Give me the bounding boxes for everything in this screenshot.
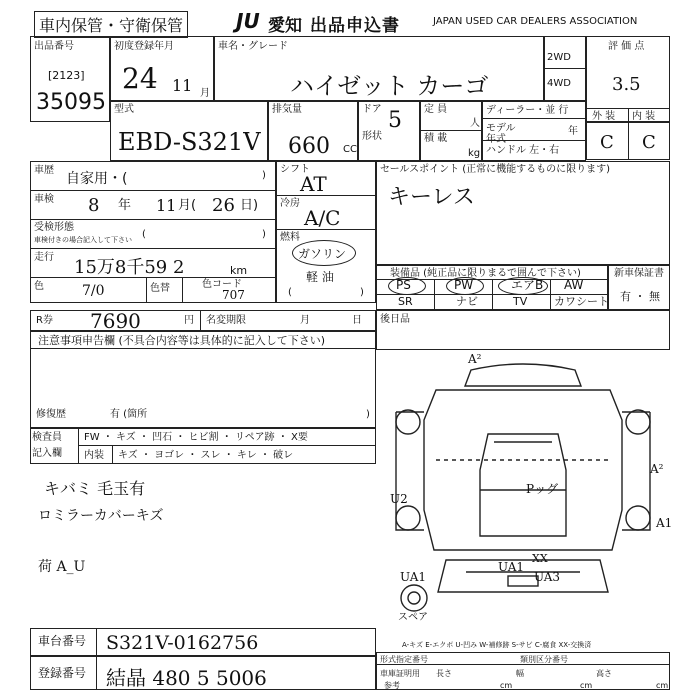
mark-p-label: Pッグ — [526, 482, 559, 496]
warranty-value: 有 ・ 無 — [620, 290, 660, 303]
grade-value: 3.5 — [612, 74, 641, 95]
recycle-box — [30, 310, 376, 331]
drive-4wd: 4WD — [547, 78, 571, 89]
name-label: 車名・グレード — [218, 41, 288, 52]
org-english: JAPAN USED CAR DEALERS ASSOCIATION — [433, 16, 638, 27]
shift-label: シフト — [280, 164, 310, 175]
equipment-item: AW — [564, 278, 584, 292]
equipment-item: PW — [454, 278, 474, 292]
chassis-value: S321V-0162756 — [106, 632, 259, 654]
note-1: キバミ 毛玉有 — [44, 479, 146, 498]
mark-ua3: UA3 — [534, 570, 561, 584]
form-title: 出品申込書 — [310, 16, 400, 36]
car-name: ハイゼット カーゴ — [290, 72, 489, 100]
color-code-label: 色コード — [202, 279, 242, 290]
spare-label: スペア — [398, 612, 428, 623]
deadline-label: 名変期限 — [206, 315, 246, 326]
accept-label: 受検形態 — [34, 222, 74, 233]
cert-label: 車庫証明用 — [380, 669, 420, 678]
insp-gatsu: 月( — [178, 198, 197, 213]
deadline-month: 月 — [300, 315, 310, 326]
rear-seat-label: 後日品 — [380, 314, 410, 325]
fuel-value: ガソリン — [298, 247, 347, 261]
color-label: 色 — [34, 281, 44, 292]
selling-label: セールスポイント (正常に機能するものに限ります) — [380, 164, 611, 175]
inspection-label: 車検 — [34, 194, 54, 205]
drive-2wd: 2WD — [547, 52, 571, 63]
model-year-unit: 年 — [568, 126, 578, 137]
door-label: ドア — [362, 104, 382, 115]
load-label: 積 載 — [424, 133, 448, 144]
warranty-label: 新車保証書 — [614, 268, 664, 279]
mark-u2-left: U2 — [390, 492, 408, 506]
ref-label: 参考 — [384, 681, 400, 690]
insp-year: 8 — [88, 195, 100, 216]
notes-label: 注意事項申告欄 (不具合内容等は具体的に記入して下さい) — [38, 334, 326, 347]
shift-value: AT — [300, 172, 327, 196]
lot-number: 35095 — [36, 90, 106, 115]
repair-label: 修復歴 — [36, 409, 66, 420]
color-code-value: 707 — [222, 288, 245, 302]
cm-2: cm — [580, 681, 593, 690]
ps-circle — [388, 277, 426, 295]
lot-label: 出品番号 — [34, 41, 74, 52]
history-label: 車歴 — [34, 165, 54, 176]
class-label: 類別区分番号 — [520, 655, 568, 664]
chassis-label: 車台番号 — [38, 634, 87, 648]
inspector-label1: 検査員 — [32, 432, 62, 443]
car-diagram — [376, 350, 673, 628]
cooling-label: 冷房 — [280, 198, 300, 209]
regno-label: 登録番号 — [38, 666, 87, 680]
equipment-item: エアB — [511, 278, 544, 292]
selling-value: キーレス — [388, 185, 475, 210]
mark-ua1-bottom: UA1 — [498, 560, 525, 574]
int-label: 内 装 — [632, 111, 656, 122]
km-unit: km — [230, 264, 248, 277]
grade-sub-box — [586, 122, 670, 160]
reg-year: 24 — [122, 62, 158, 95]
cooling-value: A/C — [304, 206, 341, 230]
int-value: C — [642, 132, 656, 153]
insp-nen: 年 — [118, 198, 132, 213]
equipment-item: PS — [396, 278, 411, 292]
deadline-day: 日 — [352, 315, 362, 326]
equipment-label: 装備品 (純正品に限りまるで囲んで下さい) — [390, 268, 581, 279]
capacity-unit: 人 — [470, 118, 480, 129]
height-label: 高さ — [596, 669, 612, 678]
mark-a2-right: A² — [650, 462, 664, 476]
accept-sub: 車検付きの場合記入して下さい — [34, 236, 132, 244]
repair-value: 有 (箇所 — [110, 409, 148, 420]
grade-label: 評 価 点 — [608, 41, 645, 52]
cm-3: cm — [656, 681, 669, 690]
fuel-alt: 軽 油 — [306, 270, 334, 284]
airbag-circle — [498, 277, 548, 295]
storage-label: 車内保管・守衛保管 — [34, 11, 188, 38]
color-change-label: 色替 — [150, 283, 170, 294]
length-label: 長さ — [436, 669, 452, 678]
reg-month: 11 — [172, 76, 193, 95]
equipment-item: SR — [398, 295, 413, 308]
legend: A-キズ E-エクボ U-凹み W-補修跡 S-サビ C-腐食 XX-交換済 — [402, 641, 592, 649]
reg-label: 初度登録年月 — [114, 41, 174, 52]
format-label: 形式指定番号 — [380, 655, 428, 664]
dealer-label: ディーラー・並 行 — [486, 105, 569, 116]
note-2: ロミラーカバーキズ — [38, 508, 164, 524]
int-row-label: 内装 — [84, 450, 104, 461]
ju-logo: JU — [236, 9, 260, 33]
rear-box — [376, 310, 670, 350]
fw-row: FW ・ キズ ・ 凹石 ・ ヒビ割 ・ リペア跡 ・ X要 — [84, 432, 308, 443]
equipment-item: ナビ — [456, 295, 478, 308]
capacity-label: 定 員 — [424, 104, 448, 115]
color-value: 7/0 — [82, 283, 105, 299]
recycle-value: 7690 — [90, 309, 141, 333]
mark-ua1-left: UA1 — [400, 570, 427, 584]
model-label: 型式 — [114, 104, 134, 115]
regno-value: 結晶 480 5 5006 — [106, 666, 267, 690]
reg-month-unit: 月 — [200, 88, 210, 99]
inspector-label2: 記入欄 — [32, 448, 62, 459]
model-year-label: モデル 年式 — [486, 123, 516, 145]
insp-day: 26 — [212, 195, 235, 216]
lot-sub: [2123] — [48, 69, 85, 82]
ext-value: C — [600, 132, 614, 153]
int-row: キズ ・ ヨゴレ ・ スレ ・ キレ ・ 破レ — [118, 450, 294, 461]
pw-circle — [446, 277, 484, 295]
disp-label: 排気量 — [272, 104, 302, 115]
door-value: 5 — [388, 108, 402, 133]
equipment-item: TV — [513, 295, 528, 308]
mileage-value: 15万8千59 2 — [74, 257, 185, 278]
history-value: 自家用・( — [66, 171, 128, 187]
model-value: EBD-S321V — [118, 128, 261, 156]
ext-label: 外 装 — [592, 111, 616, 122]
mark-xx: XX — [532, 552, 548, 565]
note-3: 荷 A_U — [38, 559, 86, 575]
org-name: 愛知 — [268, 16, 302, 36]
cm-1: cm — [500, 681, 513, 690]
handle-label: ハンドル 左・右 — [486, 145, 560, 156]
mark-a1-right: A1 — [656, 516, 673, 530]
recycle-label: R券 — [36, 315, 53, 326]
fuel-label: 燃料 — [280, 232, 300, 243]
selling-box — [376, 161, 670, 265]
width-label: 幅 — [516, 669, 524, 678]
load-unit: kg — [468, 148, 481, 159]
insp-nichi: 日) — [240, 198, 259, 213]
recycle-yen: 円 — [184, 315, 194, 326]
cc-unit: CC — [343, 144, 357, 155]
mileage-label: 走行 — [34, 252, 54, 263]
shape-label: 形状 — [362, 131, 382, 142]
equipment-item: カワシート — [554, 295, 609, 308]
disp-value: 660 — [288, 134, 330, 159]
insp-month: 11 — [156, 196, 177, 215]
mark-a2-top: A² — [468, 352, 482, 366]
